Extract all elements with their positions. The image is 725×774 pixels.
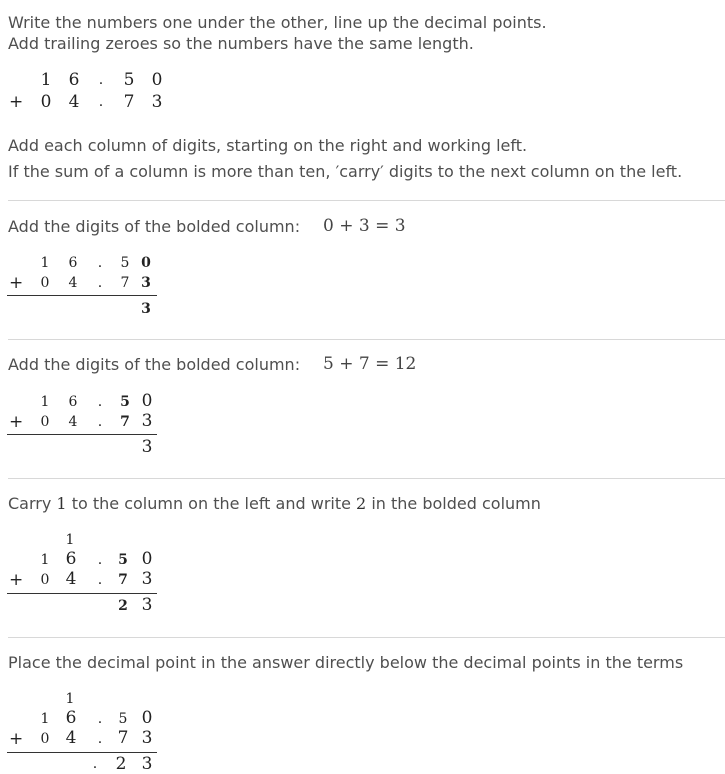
digit: 4 xyxy=(65,569,77,589)
step1-text: Add the digits of the bolded column: xyxy=(8,217,301,236)
digit: 0 xyxy=(40,572,50,588)
plus-sign: + xyxy=(9,729,24,749)
bolded-digit: 5 xyxy=(120,394,130,410)
decimal-point: . xyxy=(97,731,103,747)
digit: 0 xyxy=(141,549,153,569)
plus-sign: + xyxy=(9,570,24,590)
step2-expression: 5 + 7 = 12 xyxy=(323,354,417,374)
carry-digit: 1 xyxy=(65,532,75,548)
digit: 4 xyxy=(68,414,78,430)
digit: 3 xyxy=(141,411,153,431)
plus-sign: + xyxy=(9,92,24,112)
intro-line-1: Write the numbers one under the other, line up the decimal points. xyxy=(8,13,547,32)
step4-text: Place the decimal point in the answer directly below the decimal points in the terms xyxy=(8,653,684,672)
plus-sign: + xyxy=(9,412,24,432)
decimal-point: . xyxy=(97,275,103,291)
digit: 0 xyxy=(40,414,50,430)
digit: 6 xyxy=(65,549,77,569)
digit: 6 xyxy=(68,255,78,271)
digit: 0 xyxy=(141,708,153,728)
result-decimal-point: . xyxy=(92,756,98,772)
decimal-point: . xyxy=(97,711,103,727)
digit: 6 xyxy=(65,708,77,728)
step3-write-number: 2 xyxy=(356,494,367,513)
divider xyxy=(8,637,725,638)
digit: 7 xyxy=(117,728,129,748)
instruction-line-2: If the sum of a column is more than ten, ′carry′ digits to the next column on the left. xyxy=(8,162,683,181)
answer-line xyxy=(7,434,157,435)
step3-text-a: Carry xyxy=(8,494,52,513)
result-digit: 3 xyxy=(141,437,153,457)
decimal-point: . xyxy=(98,94,104,110)
digit: 3 xyxy=(151,92,163,112)
bolded-digit: 7 xyxy=(120,414,130,430)
digit: 5 xyxy=(123,70,135,90)
instruction-line-1: Add each column of digits, starting on the right and working left. xyxy=(8,136,528,155)
digit: 1 xyxy=(40,552,50,568)
digit: 0 xyxy=(141,391,153,411)
digit: 1 xyxy=(40,70,52,90)
decimal-point: . xyxy=(97,552,103,568)
digit: 7 xyxy=(120,275,130,291)
digit: 3 xyxy=(141,569,153,589)
result-digit: 3 xyxy=(141,301,151,317)
intro-line-2: Add trailing zeroes so the numbers have the same length. xyxy=(8,34,474,53)
digit: 0 xyxy=(40,92,52,112)
divider xyxy=(8,200,725,201)
decimal-point: . xyxy=(97,394,103,410)
digit: 6 xyxy=(68,70,80,90)
decimal-point: . xyxy=(97,255,103,271)
answer-line xyxy=(7,593,157,594)
digit: 0 xyxy=(40,731,50,747)
digit: 7 xyxy=(123,92,135,112)
step3-text-b: to the column on the left and write xyxy=(71,494,351,513)
bolded-digit: 5 xyxy=(118,552,128,568)
digit: 0 xyxy=(40,275,50,291)
step1-expression: 0 + 3 = 3 xyxy=(323,216,406,236)
digit: 4 xyxy=(68,92,80,112)
decimal-point: . xyxy=(97,414,103,430)
result-digit: 2 xyxy=(115,754,127,774)
digit: 5 xyxy=(120,255,130,271)
step3-carry-number: 1 xyxy=(56,494,67,513)
digit: 5 xyxy=(118,711,128,727)
plus-sign: + xyxy=(9,273,24,293)
digit: 0 xyxy=(151,70,163,90)
digit: 6 xyxy=(68,394,78,410)
digit: 4 xyxy=(65,728,77,748)
step2-text: Add the digits of the bolded column: xyxy=(8,355,301,374)
result-digit: 3 xyxy=(141,595,153,615)
digit: 4 xyxy=(68,275,78,291)
bolded-digit: 7 xyxy=(118,572,128,588)
decimal-point: . xyxy=(98,72,104,88)
bolded-digit: 3 xyxy=(141,275,151,291)
bolded-digit: 0 xyxy=(141,255,151,271)
step3-text-c: in the bolded column xyxy=(371,494,541,513)
answer-line xyxy=(7,752,157,753)
step3-text xyxy=(8,494,541,514)
result-digit: 3 xyxy=(141,754,153,774)
digit: 1 xyxy=(40,394,50,410)
decimal-point: . xyxy=(97,572,103,588)
divider xyxy=(8,339,725,340)
digit: 1 xyxy=(40,711,50,727)
answer-line xyxy=(7,295,157,296)
result-digit: 2 xyxy=(118,598,128,614)
digit: 1 xyxy=(40,255,50,271)
carry-digit: 1 xyxy=(65,691,75,707)
digit: 3 xyxy=(141,728,153,748)
divider xyxy=(8,478,725,479)
